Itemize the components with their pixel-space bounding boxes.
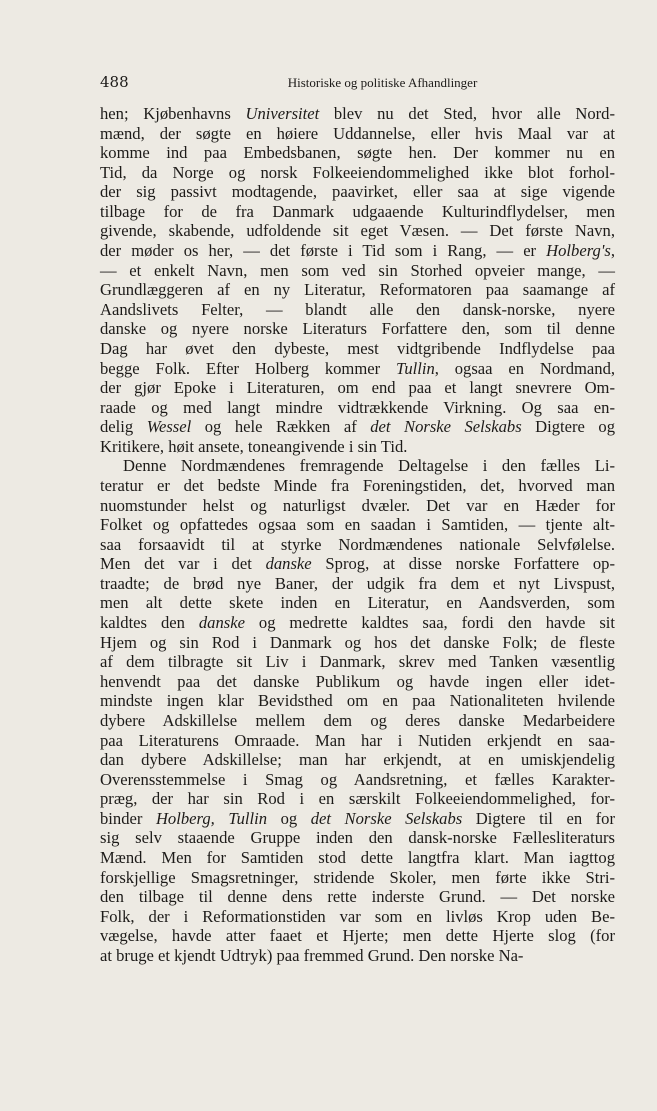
text-line: — et enkelt Navn, men som ved sin Storhed opveier mange, — [100, 260, 615, 280]
text-line: Mænd. Men for Samtiden stod dette langtfra klart. Man iagttog [100, 847, 615, 867]
text-line: saa forsaavidt til at styrke Nordmændenes nationale Selvfølelse. [100, 534, 615, 554]
running-title: Historiske og politiske Afhandlinger [287, 75, 478, 90]
text-line: mindste ingen klar Bevidsthed om en paa Nationaliteten hvilende [100, 691, 615, 711]
text-line: Men det var i det danske Sprog, at disse norske Forfattere op- [100, 554, 615, 574]
text-line: men alt dette skete inden en Literatur, en Aandsverden, som [100, 593, 615, 613]
text-line: der sig passivt modtagende, paavirket, eller saa at sige vigende [100, 182, 615, 202]
text-line: paa Literaturens Omraade. Man har i Nutiden erkjendt en saa- [100, 730, 615, 750]
text-line: der gjør Epoke i Literaturen, om end paa et langt snevrere Om- [100, 378, 615, 398]
text-line: danske og nyere norske Literaturs Forfattere den, som til denne [100, 319, 615, 339]
text-line: givende, skabende, udfoldende sit eget Væsen. — Det første Navn, [100, 221, 615, 241]
text-line: Aandslivets Felter, — blandt alle den dansk-norske, nyere [100, 299, 615, 319]
text-line: der møder os her, — det første i Tid som i Rang, — er Holberg's, [100, 241, 615, 261]
text-line: begge Folk. Efter Holberg kommer Tullin, ogsaa en Nordmand, [100, 358, 616, 378]
text-line: Folk, der i Reformationstiden var som en livløs Krop uden Be- [100, 906, 615, 926]
page-header [100, 70, 615, 94]
text-line: Denne Nordmændenes fremragende Deltagelse i den fælles Li- [123, 456, 615, 476]
text-line: mænd, der søgte en høiere Uddannelse, eller hvis Maal var at [100, 123, 615, 143]
page-number: 488 [100, 73, 129, 91]
text-line: at bruge et kjendt Udtryk) paa fremmed Grund. Den norske Na- [100, 945, 524, 965]
text-line: Tid, da Norge og norsk Folkeeiendommelighed ikke blot forhol- [100, 162, 615, 182]
text-line: Grundlæggeren af en ny Literatur, Reformatoren paa saamange af [100, 280, 615, 300]
text-line: tilbage for de fra Danmark udgaaende Kulturindflydelser, men [100, 201, 615, 221]
text-line: delig Wessel og hele Rækken af det Norske Selskabs Digtere og [100, 417, 615, 437]
text-line: traadte; de brød nye Baner, der udgik fra dem et nyt Livspust, [100, 573, 615, 593]
text-line: kaldtes den danske og medrette kaldtes saa, fordi den havde sit [100, 613, 615, 633]
text-line: dan dybere Adskillelse; man har erkjendt, at en umiskjendelig [100, 750, 615, 770]
text-line: sig selv staaende Gruppe inden den dansk-norske Fællesliteraturs [100, 828, 615, 848]
text-line: Dag har øvet den dybeste, mest vidtgribende Indflydelse paa [100, 338, 615, 358]
text-line: hen; Kjøbenhavns Universitet blev nu det Sted, hvor alle Nord- [100, 104, 615, 123]
text-line: den tilbage til denne dens rette inderste Grund. — Det norske [100, 887, 615, 907]
text-line: Folket og opfattedes ogsaa som en saadan i Samtiden, — tjente alt- [100, 515, 615, 535]
text-line: raade og med langt mindre vidtrækkende Virkning. Og saa en- [100, 397, 615, 417]
text-line: komme ind paa Embedsbanen, søgte hen. Der kommer nu en [100, 143, 615, 163]
text-line: binder Holberg, Tullin og det Norske Selskabs Digtere til en for [100, 808, 615, 828]
body-text [100, 104, 615, 965]
text-line: Hjem og sin Rod i Danmark og hos det danske Folk; de fleste [100, 632, 615, 652]
text-line: af dem tilbragte sit Liv i Danmark, skrev med Tanken væsentlig [100, 652, 615, 672]
text-line: nuomstunder helst og naturligst dvæler. Det var en Hæder for [100, 495, 615, 515]
text-line: forskjellige Smagsretninger, stridende Skoler, men førte ikke Stri- [100, 867, 615, 887]
text-line: præg, der har sin Rod i en særskilt Folkeeiendommelighed, for- [100, 789, 615, 809]
text-line: vægelse, havde atter faaet et Hjerte; men dette Hjerte slog (for [100, 926, 615, 946]
text-line: henvendt paa det danske Publikum og havde ingen eller idet- [100, 671, 615, 691]
text-line: teratur er det bedste Minde fra Foreningstiden, det, hvorved man [100, 475, 615, 495]
text-line: dybere Adskillelse mellem dem og deres danske Medarbeidere [100, 710, 615, 730]
text-line: Kritikere, høit ansete, toneangivende i sin Tid. [100, 436, 408, 456]
text-line: Overensstemmelse i Smag og Aandsretning, et fælles Karakter- [100, 769, 615, 789]
